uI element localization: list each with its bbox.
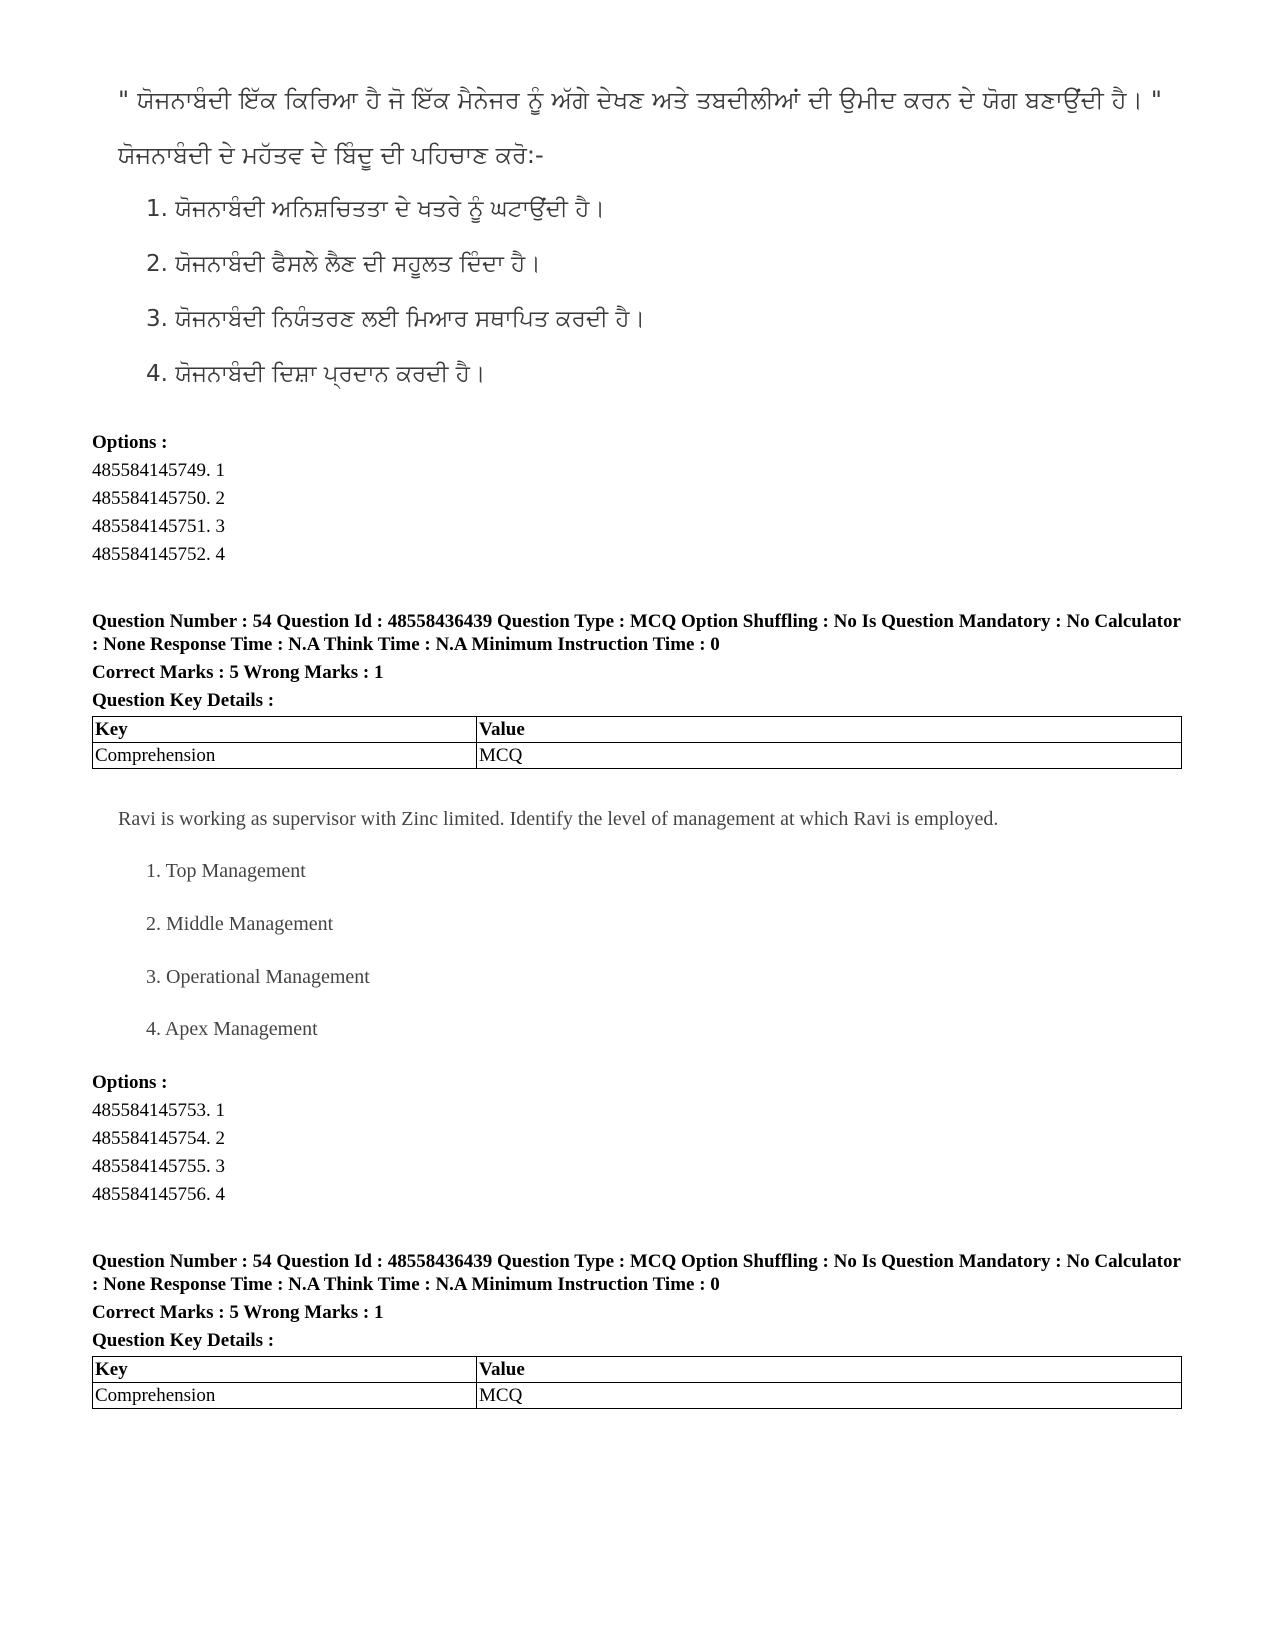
key-details-label: Question Key Details : — [92, 1330, 275, 1351]
table-header-value: Value — [477, 717, 1182, 743]
question-item: 2. Middle Management — [146, 913, 334, 935]
option-item: 485584145752. 4 — [92, 544, 225, 565]
key-details-table — [92, 1356, 1182, 1409]
question-item: 3. Operational Management — [146, 966, 370, 988]
option-item: 485584145754. 2 — [92, 1128, 225, 1149]
option-item: 485584145755. 3 — [92, 1156, 225, 1177]
table-cell-value: MCQ — [477, 743, 1182, 769]
options-label: Options : — [92, 1072, 168, 1093]
key-details-table — [92, 716, 1182, 769]
table-cell-key: Comprehension — [93, 743, 477, 769]
question-item: 4. Apex Management — [146, 1018, 318, 1040]
table-header-row — [93, 717, 1182, 743]
table-header-key: Key — [93, 717, 477, 743]
question-meta: Question Number : 54 Question Id : 48558436439 Question Type : MCQ Option Shuffling : No Is Question Mandatory : No Calculator : None Response Time : N.A Think Time : N.A Minimum Instruction Time : 0 — [92, 611, 1181, 655]
option-item: 485584145751. 3 — [92, 516, 225, 537]
question-item: 1. ਯੋਜਨਾਬੰਦੀ ਅਨਿਸ਼ਚਿਤਤਾ ਦੇ ਖਤਰੇ ਨੂੰ ਘਟਾਉਂਦੀ ਹੈ। — [146, 196, 605, 222]
marks-line: Correct Marks : 5 Wrong Marks : 1 — [92, 1302, 384, 1323]
option-item: 485584145753. 1 — [92, 1100, 225, 1121]
table-header-row — [93, 1357, 1182, 1383]
table-row — [93, 1383, 1182, 1409]
question-item: 4. ਯੋਜਨਾਬੰਦੀ ਦਿਸ਼ਾ ਪ੍ਰਦਾਨ ਕਰਦੀ ਹੈ। — [146, 361, 486, 387]
question-meta: Question Number : 54 Question Id : 48558436439 Question Type : MCQ Option Shuffling : No Is Question Mandatory : No Calculator : None Response Time : N.A Think Time : N.A Minimum Instruction Time : 0 — [92, 1251, 1181, 1295]
option-item: 485584145749. 1 — [92, 460, 225, 481]
option-item: 485584145756. 4 — [92, 1184, 225, 1205]
options-label: Options : — [92, 432, 168, 453]
table-cell-key: Comprehension — [93, 1383, 477, 1409]
marks-line: Correct Marks : 5 Wrong Marks : 1 — [92, 662, 384, 683]
table-header-key: Key — [93, 1357, 477, 1383]
question-statement: " ਯੋਜਨਾਬੰਦੀ ਇੱਕ ਕਿਰਿਆ ਹੈ ਜੋ ਇੱਕ ਮੈਨੇਜਰ ਨੂੰ ਅੱਗੇ ਦੇਖਣ ਅਤੇ ਤਬਦੀਲੀਆਂ ਦੀ ਉਮੀਦ ਕਰਨ ਦੇ ਯੋਗ ਬਣਾਉਂਦੀ ਹੈ। " — [118, 86, 1163, 114]
question-prompt: ਯੋਜਨਾਬੰਦੀ ਦੇ ਮਹੱਤਵ ਦੇ ਬਿੰਦੂ ਦੀ ਪਹਿਚਾਣ ਕਰੋ:- — [118, 141, 544, 169]
question-item: 3. ਯੋਜਨਾਬੰਦੀ ਨਿਯੰਤਰਣ ਲਈ ਮਿਆਰ ਸਥਾਪਿਤ ਕਰਦੀ ਹੈ। — [146, 306, 645, 332]
option-item: 485584145750. 2 — [92, 488, 225, 509]
table-header-value: Value — [477, 1357, 1182, 1383]
question-statement: Ravi is working as supervisor with Zinc limited. Identify the level of management at which Ravi is employed. — [118, 808, 999, 830]
question-item: 2. ਯੋਜਨਾਬੰਦੀ ਫੈਸਲੇ ਲੈਣ ਦੀ ਸਹੂਲਤ ਦਿੰਦਾ ਹੈ। — [146, 251, 541, 277]
question-item: 1. Top Management — [146, 860, 306, 882]
table-cell-value: MCQ — [477, 1383, 1182, 1409]
key-details-label: Question Key Details : — [92, 690, 275, 711]
table-row — [93, 743, 1182, 769]
